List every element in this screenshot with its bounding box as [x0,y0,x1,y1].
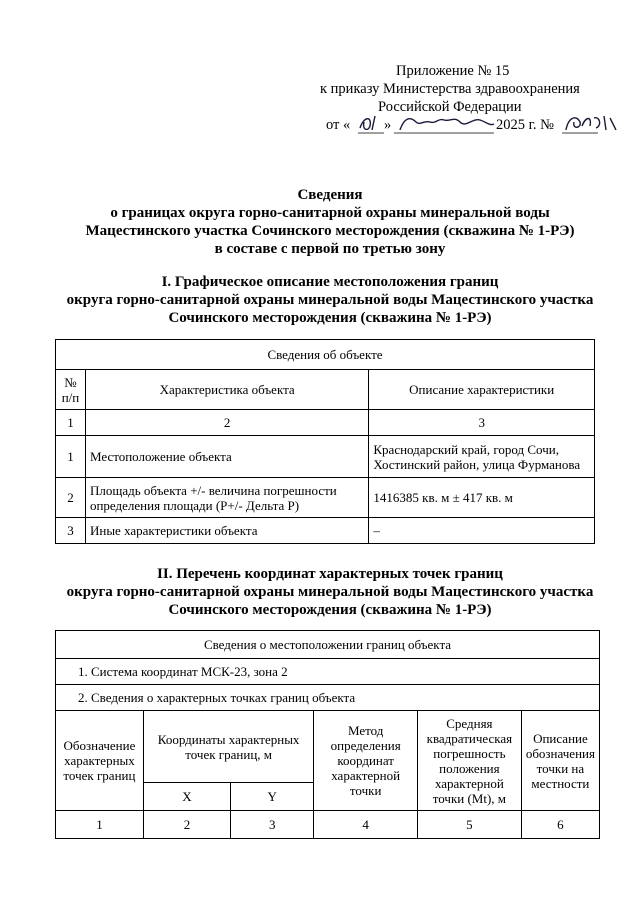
column-number-3: 3 [231,811,314,839]
column-number-2: 2 [85,410,368,436]
section-2-line-1: II. Перечень координат характерных точек границ [157,566,503,582]
section-1-line-3: Сочинского месторождения (скважина № 1-РЭ) [168,310,492,326]
section-1-line-2: округа горно-санитарной охраны минеральной воды Мацестинского участка [66,292,594,308]
boundary-caption: Сведения о местоположении границ объекта [56,631,600,659]
boundary-points-table [55,630,600,839]
handwritten-signature-marks [320,108,620,130]
points-info-row: 2. Сведения о характерных точках границ объекта [56,685,600,711]
row-number: 2 [56,478,86,518]
column-number-6: 6 [521,811,599,839]
appendix-order: к приказу Министерства здравоохранения [320,81,580,97]
header-x: X [143,783,230,811]
header-point-designation: Обозначение характерных точек границ [56,711,144,811]
section-2-line-3: Сочинского месторождения (скважина № 1-РЭ) [168,602,492,618]
section-2-line-2: округа горно-санитарной охраны минеральной воды Мацестинского участка [66,584,594,600]
column-number-1: 1 [56,410,86,436]
object-info-table [55,339,595,544]
heading-line-2: о границах округа горно-санитарной охраны минеральной воды [110,205,550,221]
header-point-description: Описание обозначения точки на местности [521,711,599,811]
date-suffix: 2025 г. № [496,117,555,133]
table-row [56,518,595,544]
row-characteristic: Площадь объекта +/- величина погрешности определения площади (P+/- Дельта P) [85,478,368,518]
row-characteristic: Иные характеристики объекта [85,518,368,544]
row-number: 1 [56,436,86,478]
heading-line-1: Сведения [297,187,363,203]
coordinate-system-row: 1. Система координат МСК-23, зона 2 [56,659,600,685]
header-characteristic: Характеристика объекта [85,370,368,410]
appendix-federation: Российской Федерации [378,99,522,115]
date-mid: » [384,117,392,133]
heading-line-4: в составе с первой по третью зону [214,241,446,257]
header-method: Метод определения координат характерной точки [314,711,418,811]
row-number: 3 [56,518,86,544]
date-prefix: от « [326,117,351,133]
column-number-4: 4 [314,811,418,839]
document-heading [40,186,620,258]
appendix-date-line [320,116,620,136]
column-number-3: 3 [369,410,595,436]
section-2-title [40,565,620,619]
column-number-2: 2 [143,811,230,839]
section-1-line-1: I. Графическое описание местоположения границ [161,274,499,290]
header-description: Описание характеристики [369,370,595,410]
row-value: 1416385 кв. м ± 417 кв. м [369,478,595,518]
appendix-number: Приложение № 15 [396,63,510,79]
section-1-title [40,273,620,327]
header-number: № п/п [56,370,86,410]
heading-line-3: Мацестинского участка Сочинского месторождения (скважина № 1-РЭ) [85,223,575,239]
row-value: – [369,518,595,544]
header-y: Y [231,783,314,811]
row-value: Краснодарский край, город Сочи, Хостинский район, улица Фурманова [369,436,595,478]
row-characteristic: Местоположение объекта [85,436,368,478]
header-mean-error: Средняя квадратическая погрешность положения характерной точки (Mt), м [417,711,521,811]
object-info-caption: Сведения об объекте [56,340,595,370]
column-number-1: 1 [56,811,144,839]
column-number-5: 5 [417,811,521,839]
header-coordinates: Координаты характерных точек границ, м [143,711,314,783]
table-row [56,436,595,478]
table-row [56,478,595,518]
